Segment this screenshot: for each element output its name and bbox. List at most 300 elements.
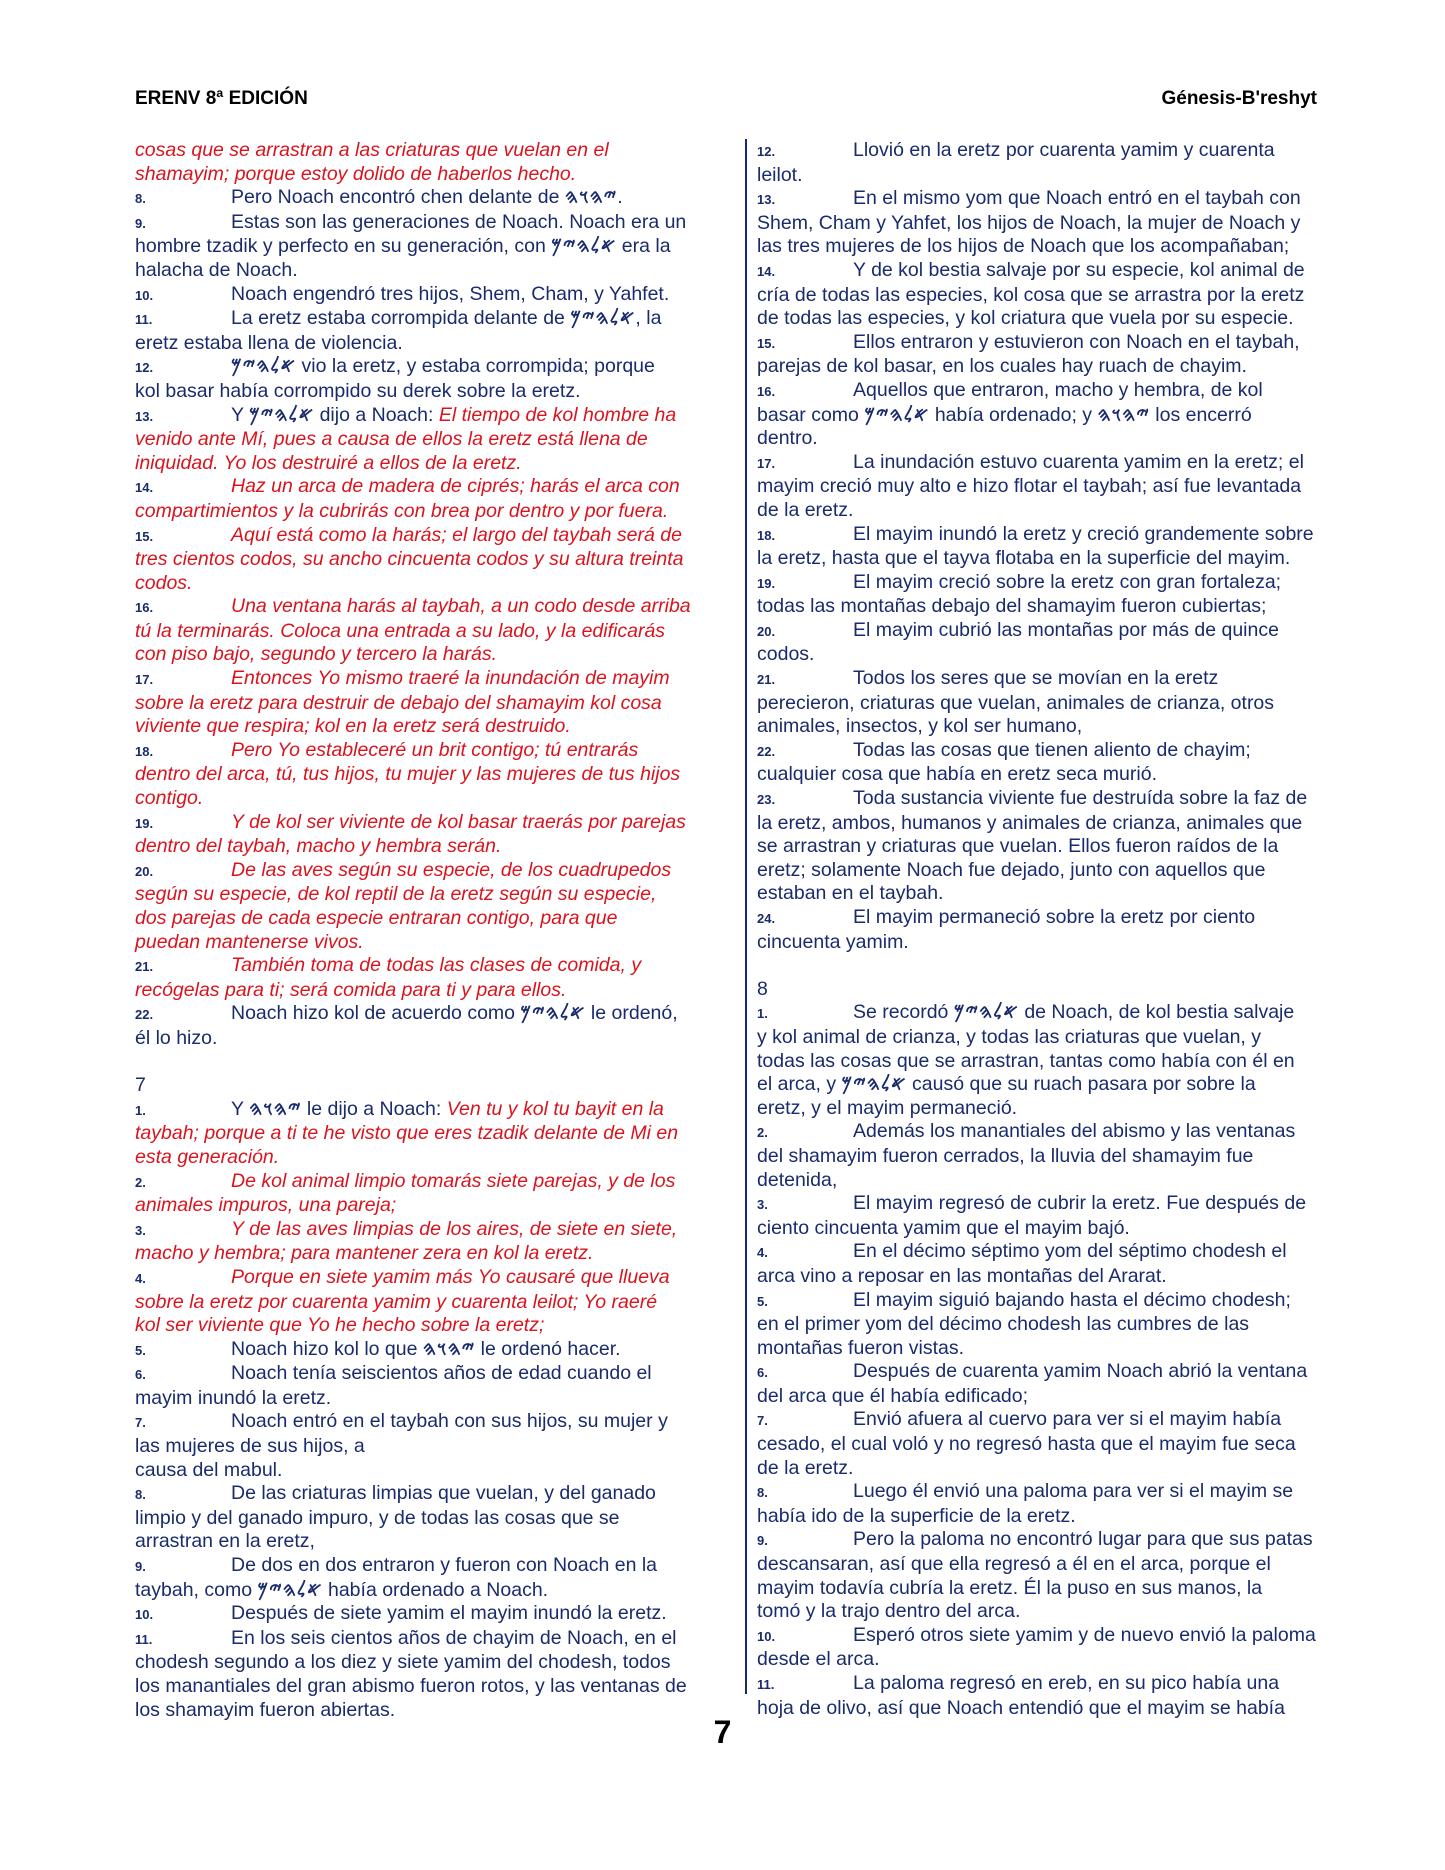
verse-text: Toda sustancia viviente fue destruída sobre la faz de [853,787,1308,810]
verse-text: y kol animal de crianza, y todas las criaturas que vuelan, y [757,1025,1262,1048]
verse-line [757,931,1357,955]
spoken-text: De las aves según su especie, de los cuadrupedos [231,858,672,881]
verse-text: eretz; solamente Noach fue dejado, junto con aquellos que [757,858,1266,881]
verse-line [757,1480,1357,1505]
verse-line [135,1602,735,1627]
chapter-number: 8 [757,977,768,1000]
spoken-text: contigo. [135,787,204,810]
spoken-text: Y de kol ser viviente de kol basar traerás por parejas [231,810,686,833]
verse-number: 17. [135,672,154,688]
verse-text: taybah, como [135,1578,258,1601]
verse-line [757,1577,1357,1601]
verse-text: cría de todas las especies, kol cosa que se arrastra por la eretz [757,283,1305,306]
verse-line [135,1362,735,1387]
verse-number: 21. [135,959,154,975]
verse-line [135,1459,735,1483]
verse-text: desde el arca. [757,1648,880,1671]
divine-name: 𐤀𐤋𐤄𐤉𐤌 [249,403,315,426]
verse-text: ciento cincuenta yamim que el mayim bajó. [757,1216,1130,1239]
verse-line [135,1435,735,1459]
verse-line [135,1410,735,1435]
header-book: Génesis-B'reshyt [1161,88,1317,109]
header-title: ERENV 8ª EDICIÓN [135,88,308,109]
spoken-text: Y de las aves limpias de los aires, de siete en siete, [231,1217,678,1240]
spoken-text: puedan mantenerse vivos. [135,930,364,953]
verse-line [135,572,735,596]
verse-text: Envió afuera al cuervo para ver si el mayim había [853,1408,1282,1431]
verse-number: 21. [757,672,776,688]
verse-text: hoja de olivo, así que Noach entendió que el mayim se había [757,1696,1285,1719]
verse-text: De dos en dos entraron y fueron con Noach en la [231,1554,658,1577]
verse-text: En el décimo séptimo yom del séptimo chodesh el [853,1240,1287,1263]
verse-line [757,355,1357,379]
verse-number: 7. [135,1415,146,1431]
verse-number: 23. [757,792,776,808]
spoken-text: macho y hembra; para mantener zera en kol la eretz. [135,1242,594,1265]
verse-line [135,1314,735,1338]
spoken-text: sobre la eretz para destruir de debajo del shamayim kol cosa [135,691,662,714]
verse-line [135,307,735,332]
verse-number: 5. [757,1293,768,1309]
verse-line [135,1507,735,1531]
verse-text: de la eretz. [757,1456,854,1479]
verse-text: La paloma regresó en ereb, en su pico había una [853,1672,1280,1694]
verse-text: cesado, el cual voló y no regresó hasta que el mayim fue seca [757,1433,1296,1456]
verse-line [757,451,1357,476]
verse-line [757,1528,1357,1553]
verse-line [135,1387,735,1411]
verse-line [135,1627,735,1652]
divine-name: 𐤉𐤄𐤅𐤄 [422,1337,476,1360]
verse-line [135,620,735,644]
verse-number: 3. [135,1222,146,1238]
verse-line [757,139,1357,164]
verse-line [757,1097,1357,1121]
verse-line [135,1579,735,1603]
verse-line [757,859,1357,883]
verse-text: cualquier cosa que había en eretz seca murió. [757,763,1157,786]
divine-name: 𐤀𐤋𐤄𐤉𐤌 [257,1578,323,1601]
verse-number: 12. [757,144,776,159]
spoken-text: codos. [135,571,193,594]
verse-line [757,882,1357,906]
divine-name: 𐤀𐤋𐤄𐤉𐤌 [231,355,297,378]
verse-text: los encerró [1149,403,1252,426]
verse-text: de todas las especies, y kol criatura que vuela por su especie. [757,307,1294,330]
verse-text: eretz, y el mayim permaneció. [757,1096,1018,1119]
verse-text: chodesh segundo a los diez y siete yamim del chodesh, todos [135,1651,671,1674]
verse-text: El mayim regresó de cubrir la eretz. Fue después de [853,1192,1307,1215]
verse-number: 2. [757,1125,768,1141]
verse-line [135,739,735,764]
verse-number: 20. [135,863,154,879]
verse-text: Todos los seres que se movían en la eretz [853,667,1219,690]
verse-line [757,1265,1357,1289]
verse-line [757,212,1357,236]
verse-line [757,692,1357,716]
verse-number: 4. [757,1245,768,1261]
divine-name: 𐤀𐤋𐤄𐤉𐤌 [841,1073,907,1096]
verse-line [135,787,735,811]
spoken-text: dentro del arca, tú, tus hijos, tu mujer y las mujeres de tus hijos [135,763,681,786]
verse-line [757,1385,1357,1409]
verse-line [757,1360,1357,1385]
verse-text: Shem, Cham y Yahfet, los hijos de Noach, la mujer de Noach y [757,211,1301,234]
spoken-text: Pero Yo estableceré un brit contigo; tú entrarás [231,738,639,761]
verse-line [135,1530,735,1554]
verse-text: Noach entró en el taybah con sus hijos, su mujer y [231,1410,668,1433]
verse-number: 7. [757,1413,768,1429]
verse-line [135,355,735,380]
spoken-text: cosas que se arrastran a las criaturas que vuelan en el [135,139,609,161]
verse-text: perecieron, criaturas que vuelan, animales de crianza, otros [757,691,1275,714]
verse-number: 3. [757,1197,768,1213]
verse-line [757,1240,1357,1265]
verse-line [135,452,735,476]
verse-text: montañas fueron vistas. [757,1336,965,1359]
spoken-text: kol ser viviente que Yo he hecho sobre la eretz; [135,1314,545,1337]
verse-number: 16. [757,383,776,399]
divine-name: 𐤉𐤄𐤅𐤄 [1097,403,1150,426]
verse-text: de Noach, de kol bestia salvaje [1018,1001,1295,1024]
spoken-text: recógelas para ti; será comida para ti y para ellos. [135,978,567,1001]
verse-line [757,906,1357,931]
spoken-text: Entonces Yo mismo traeré la inundación de mayim [231,667,670,690]
verse-text: Después de siete yamim el mayim inundó la eretz. [231,1602,667,1625]
verse-line [135,428,735,452]
divine-name: 𐤀𐤋𐤄𐤉𐤌 [520,1002,586,1025]
verse-line [135,259,735,283]
verse-number: 14. [135,480,154,496]
divine-name: 𐤉𐤄𐤅𐤄 [564,186,618,209]
verse-text: mayim inundó la eretz. [135,1386,332,1409]
verse-text: Aquellos que entraron, macho y hembra, de kol [853,378,1263,401]
verse-text: Noach hizo kol de acuerdo como [231,1002,521,1025]
verse-line [757,739,1357,764]
verse-line [757,523,1357,548]
verse-line [135,1291,735,1315]
divine-name: 𐤀𐤋𐤄𐤉𐤌 [953,1001,1019,1024]
verse-line [135,1218,735,1243]
verse-number: 16. [135,600,154,616]
verse-line [757,812,1357,836]
verse-text: cincuenta yamim. [757,930,909,953]
verse-line [135,954,735,979]
verse-number: 8. [757,1485,768,1501]
verse-text: arrastran en la eretz, [135,1530,315,1553]
verse-line [757,1648,1357,1672]
spoken-text: con piso bajo, segundo y tercero la harás. [135,643,498,666]
verse-line [757,187,1357,212]
verse-text: en el primer yom del décimo chodesh las cumbres de las [757,1313,1250,1336]
divine-name: 𐤀𐤋𐤄𐤉𐤌 [864,403,930,426]
verse-text: Esperó otros siete yamim y de nuevo envió la paloma [853,1623,1316,1646]
spoken-text: Una ventana harás al taybah, a un codo desde arriba [231,595,691,618]
verse-text: , la [635,307,662,330]
verse-text: basar como [757,403,865,426]
verse-line [135,211,735,236]
spoken-text: según su especie, de kol reptil de la eretz según su especie, [135,883,657,906]
verse-text: hombre tzadik y perfecto en su generación, con [135,235,552,258]
verse-line [757,547,1357,571]
spoken-text: taybah; porque a ti te he visto que eres tzadik delante de Mi en [135,1122,679,1145]
verse-text: El mayim creció sobre la eretz con gran fortaleza; [853,570,1282,593]
verse-line [135,1482,735,1507]
divine-name: 𐤀𐤋𐤄𐤉𐤌 [551,235,617,258]
verse-text: Y [231,1097,250,1120]
verse-number: 13. [135,408,154,424]
verse-number: 19. [135,815,154,831]
verse-line [135,692,735,716]
page-number: 7 [713,1714,732,1750]
verse-line [135,1338,735,1363]
verse-line [757,571,1357,596]
spoken-text: shamayim; porque estoy dolido de haberlos hecho. [135,162,577,185]
verse-text: del arca que él había edificado; [757,1384,1029,1407]
verse-number: 15. [135,528,154,544]
verse-text: había ordenado a Noach. [322,1578,549,1601]
verse-line [757,1217,1357,1241]
verse-line [135,404,735,429]
spoken-text: sobre la eretz por cuarenta yamim y cuarenta leilot; Yo raeré [135,1290,658,1313]
verse-text: del shamayim fueron cerrados, la lluvia del shamayim fue [757,1144,1254,1167]
spoken-text: tres cientos codos, su ancho cincuenta codos y su altura treinta [135,548,684,571]
verse-text: Noach engendró tres hijos, Shem, Cham, y Yahfet. [231,282,670,305]
verse-line [757,763,1357,787]
verse-text: había ido de la superficie de la eretz. [757,1504,1076,1527]
verse-line [135,1651,735,1675]
verse-line [757,667,1357,692]
verse-line [135,907,735,931]
verse-line [757,787,1357,812]
verse-line [135,667,735,692]
verse-number: 5. [135,1342,146,1358]
verse-line [757,1600,1357,1624]
verse-text: estaban en el taybah. [757,882,944,905]
verse-line [757,1457,1357,1481]
verse-line [135,1098,735,1123]
verse-text: parejas de kol basar, en los cuales hay ruach de chayim. [757,355,1247,378]
verse-line [135,763,735,787]
verse-line [135,283,735,308]
verse-number: 18. [135,743,154,759]
verse-number: 14. [757,263,776,279]
verse-number: 22. [757,743,776,759]
verse-line [135,475,735,500]
spoken-text: venido ante Mí, pues a causa de ellos la eretz está llena de [135,428,648,451]
verse-line [757,1073,1357,1097]
verse-line [135,979,735,1003]
verse-number: 11. [135,1631,153,1647]
verse-number: 17. [757,455,776,471]
verse-text: detenida, [757,1168,838,1191]
verse-line [135,1027,735,1051]
verse-text: limpio y del ganado impuro, y de todas las cosas que se [135,1506,620,1529]
verse-line [757,1313,1357,1337]
verse-line [135,1146,735,1170]
verse-text: los manantiales del gran abismo fueron rotos, y las ventanas de [135,1675,687,1697]
verse-number: 10. [135,287,154,303]
verse-text: Todas las cosas que tienen aliento de chayim; [853,738,1251,761]
verse-text: Estas son las generaciones de Noach. Noach era un [231,210,687,233]
verse-line [757,1001,1357,1026]
verse-text: el arca, y [757,1073,842,1096]
verse-line [135,548,735,572]
verse-text: los shamayim fueron abiertas. [135,1698,396,1721]
spoken-text: viviente que respira; kol en la eretz será destruido. [135,715,571,738]
verse-text: de la eretz. [757,498,854,521]
right-column [757,139,1357,1720]
verse-text: Después de cuarenta yamim Noach abrió la ventana [853,1360,1308,1383]
verse-line [757,1050,1357,1074]
verse-line [135,1002,735,1027]
verse-text: En el mismo yom que Noach entró en el taybah con [853,187,1301,210]
verse-line [757,475,1357,499]
verse-line [757,164,1357,188]
verse-line [135,163,735,187]
spoken-text: dentro del taybah, macho y hembra serán. [135,835,502,858]
verse-line [757,1192,1357,1217]
verse-text: La eretz estaba corrompida delante de [231,307,571,330]
verse-text: El mayim permaneció sobre la eretz por ciento [853,906,1256,928]
verse-line [757,1553,1357,1577]
verse-text: Noach tenía seiscientos años de edad cuando el [231,1362,652,1385]
verse-line [757,1408,1357,1433]
verse-number: 8. [135,191,146,207]
verse-text: mayim creció muy alto e hizo flotar el taybah; así fue levantada [757,475,1302,498]
verse-line [757,643,1357,667]
verse-text: Además los manantiales del abismo y las ventanas [853,1120,1296,1143]
verse-number: 18. [757,527,776,543]
verse-number: 11. [135,312,153,328]
verse-line [135,1266,735,1291]
spoken-text: También toma de todas las clases de comida, y [231,954,642,977]
verse-number: 22. [135,1007,154,1023]
verse-number: 24. [757,911,776,926]
verse-line [135,186,735,211]
verse-line [757,1337,1357,1361]
verse-line [135,883,735,907]
verse-text: leilot. [757,163,803,186]
verse-text: Ellos entraron y estuvieron con Noach en el taybah, [853,330,1300,353]
verse-text: La inundación estuvo cuarenta yamim en la eretz; el [853,450,1304,473]
verse-text: le ordenó hacer. [475,1337,621,1360]
verse-text: kol basar había corrompido su derek sobre la eretz. [135,379,581,402]
verse-line [757,379,1357,404]
verse-text: él lo hizo. [135,1026,218,1049]
verse-text: vio la eretz, y estaba corrompida; porque [296,355,655,378]
verse-number: 4. [135,1270,146,1286]
verse-line [757,499,1357,523]
verse-number: 11. [757,1677,775,1692]
verse-line [757,1433,1357,1457]
verse-line [135,595,735,620]
divine-name: 𐤀𐤋𐤄𐤉𐤌 [570,307,636,330]
verse-text: causa del mabul. [135,1458,283,1481]
verse-line [135,931,735,955]
verse-text: arca vino a reposar en las montañas del Ararat. [757,1264,1167,1287]
verse-line [757,1145,1357,1169]
spacer [757,954,1357,978]
verse-text: las tres mujeres de los hijos de Noach que los acompañaban; [757,235,1290,258]
verse-number: 10. [757,1628,776,1644]
verse-text: todas las montañas debajo del shamayim fueron cubiertas; [757,595,1267,618]
verse-line [757,307,1357,331]
spoken-text: Aquí está como la harás; el largo del taybah será de [231,523,682,546]
verse-line [757,1026,1357,1050]
verse-text: Se recordó [853,1001,954,1024]
verse-text: tomó y la trajo dentro del arca. [757,1600,1021,1623]
verse-number: 6. [135,1367,146,1383]
verse-text: Luego él envió una paloma para ver si el mayim se [853,1480,1294,1503]
verse-text: halacha de Noach. [135,258,298,281]
verse-line [757,1624,1357,1649]
verse-line [135,1170,735,1195]
verse-text: se arrastran y criaturas que vuelan. Ellos fueron raídos de la [757,835,1279,858]
verse-text: las mujeres de sus hijos, a [135,1435,365,1458]
spoken-text: animales impuros, una pareja; [135,1194,397,1217]
verse-line [757,1672,1357,1697]
verse-line [757,427,1357,451]
verse-line [757,1169,1357,1193]
divine-name: 𐤉𐤄𐤅𐤄 [249,1097,302,1120]
spacer [135,1051,735,1075]
verse-line [757,235,1357,259]
verse-line [135,1675,735,1699]
verse-line [757,595,1357,619]
verse-line [135,380,735,404]
verse-line [135,643,735,667]
verse-text: De las criaturas limpias que vuelan, y del ganado [231,1482,656,1505]
verse-line [135,332,735,356]
verse-number: 9. [135,1559,146,1575]
verse-text: había ordenado; y [929,403,1098,426]
verse-text: era la [616,235,671,258]
verse-number: 13. [757,192,776,208]
verse-line [757,1289,1357,1314]
verse-text: Llovió en la eretz por cuarenta yamim y cuarenta [853,139,1275,161]
verse-line [135,811,735,836]
verse-line [757,284,1357,308]
verse-text: le ordenó, [585,1002,678,1025]
verse-text: animales, insectos, y kol ser humano, [757,715,1083,738]
verse-line [757,1120,1357,1145]
spoken-text: dos parejas de cada especie entraran contigo, para que [135,907,618,929]
verse-text: la eretz, ambos, humanos y animales de crianza, animales que [757,811,1303,834]
verse-line [135,524,735,549]
verse-line [757,1505,1357,1529]
verse-line [135,1242,735,1266]
verse-text: dijo a Noach: [314,403,439,426]
verse-number: 10. [135,1607,154,1623]
verse-line [135,1554,735,1579]
chapter-number: 7 [135,1074,146,1097]
spoken-text: tú la terminarás. Coloca una entrada a su lado, y la edificarás [135,619,666,642]
verse-line [757,619,1357,644]
verse-number: 15. [757,335,776,351]
verse-line [757,404,1357,428]
verse-text: eretz estaba llena de violencia. [135,331,403,354]
spoken-text: iniquidad. Yo los destruiré a ellos de la eretz. [135,451,522,474]
verse-text: Y de kol bestia salvaje por su especie, kol animal de [853,258,1305,281]
verse-line [135,139,735,163]
verse-number: 12. [135,360,154,376]
verse-text: codos. [757,643,815,666]
verse-number: 1. [135,1102,146,1118]
verse-text: Noach hizo kol lo que [231,1337,423,1360]
verse-line [757,715,1357,739]
verse-text: Y [231,403,250,426]
